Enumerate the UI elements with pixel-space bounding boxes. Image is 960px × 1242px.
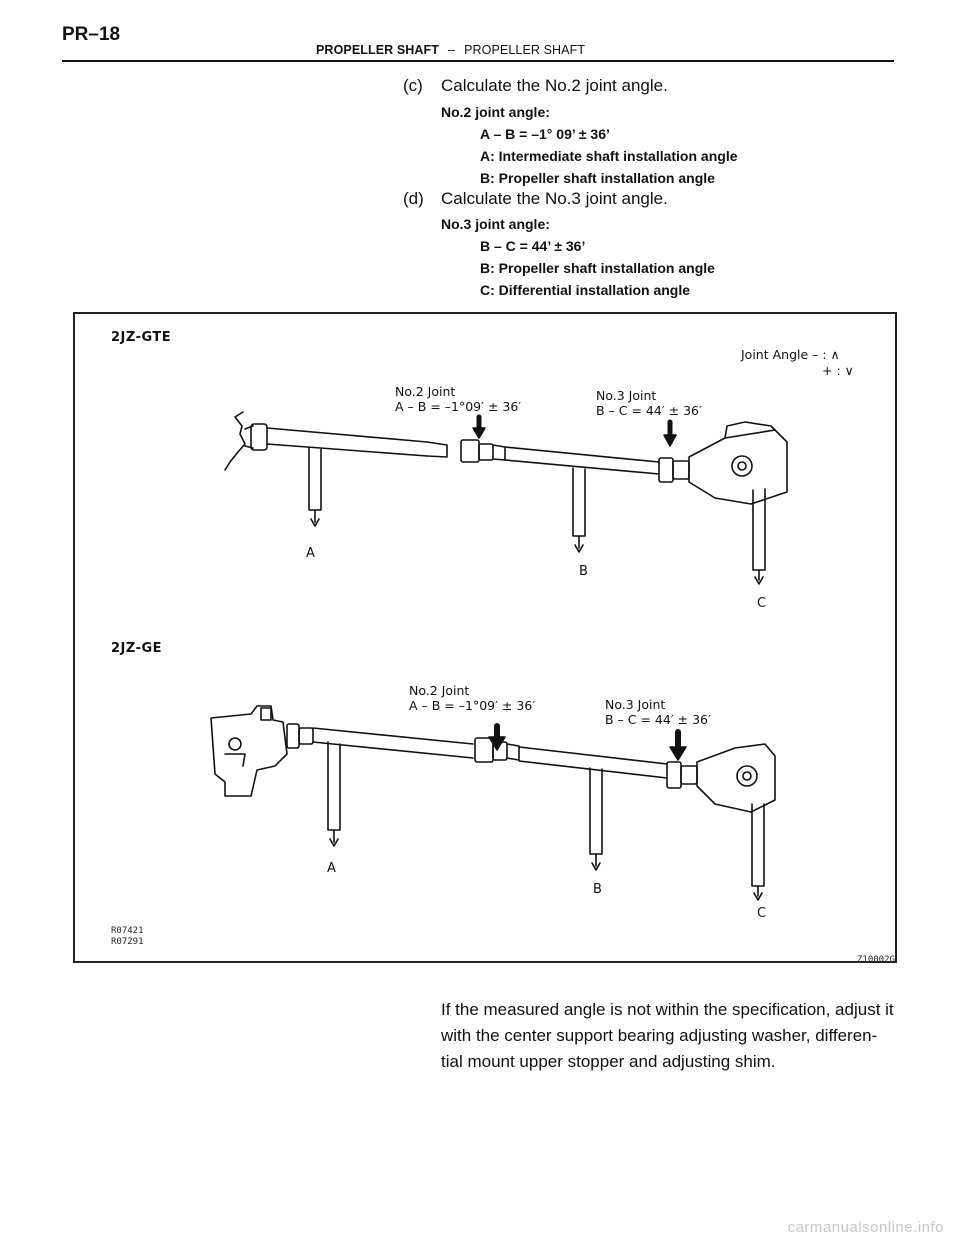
legend-line-2: + : ∨ [822,363,854,378]
joint-angle-figure [73,312,897,963]
step-c-def-b: B: Propeller shaft installation angle [480,170,715,186]
bottom-joint3-formula: B – C = 44′ ± 36′ [605,712,711,727]
engine-label-2jz-ge: 2JZ-GE [111,641,163,656]
top-letter-c: C [757,596,767,611]
propeller-shaft-drawing [75,314,895,961]
page-number: PR–18 [62,24,121,45]
top-shaft-assembly [225,412,787,584]
watermark: carmanualsonline.info [787,1219,944,1236]
adjustment-note: If the measured angle is not within the specification, adjust it with the center support bearing adjusting washer, differen-tial mount upper stopper and adjusting shim. [441,1000,894,1071]
bottom-letter-b: B [593,882,602,897]
step-c-spec-title: No.2 joint angle: [441,104,550,120]
figure-code-1: R07421 [111,926,144,936]
header-subsection: PROPELLER SHAFT [464,43,586,57]
step-d-def-b: B: Propeller shaft installation angle [480,260,715,276]
bottom-joint3-title: No.3 Joint [605,697,666,712]
step-c-def-a: A: Intermediate shaft installation angle [480,148,738,164]
legend-line-1: Joint Angle – : ∧ [741,347,840,362]
top-letter-a: A [306,546,315,561]
top-joint3-formula: B – C = 44′ ± 36′ [596,403,702,418]
top-joint2-formula: A – B = –1°09′ ± 36′ [395,399,522,414]
step-d-formula: B – C = 44’ ± 36’ [480,238,586,254]
running-header [316,43,585,57]
step-d-spec-title: No.3 joint angle: [441,216,550,232]
header-separator: – [448,43,456,57]
bottom-joint2-title: No.2 Joint [409,683,470,698]
step-c-letter: (c) [403,76,423,95]
step-d-text: Calculate the No.3 joint angle. [441,189,668,208]
top-joint2-title: No.2 Joint [395,384,456,399]
bottom-letter-c: C [757,906,767,921]
figure-code-2: R07291 [111,937,144,947]
bottom-joint2-formula: A – B = –1°09′ ± 36′ [409,698,536,713]
top-joint3-title: No.3 Joint [596,388,657,403]
figure-id: Z10002G [857,955,895,965]
step-d-def-c: C: Differential installation angle [480,282,691,298]
header-section: PROPELLER SHAFT [316,43,440,57]
step-c-text: Calculate the No.2 joint angle. [441,76,668,95]
top-letter-b: B [579,564,588,579]
step-d-letter: (d) [403,189,424,208]
step-c-formula: A – B = –1° 09’ ± 36’ [480,126,610,142]
header-rule [62,60,894,62]
bottom-shaft-assembly [211,706,775,900]
bottom-letter-a: A [327,861,336,876]
engine-label-2jz-gte: 2JZ-GTE [111,330,172,345]
